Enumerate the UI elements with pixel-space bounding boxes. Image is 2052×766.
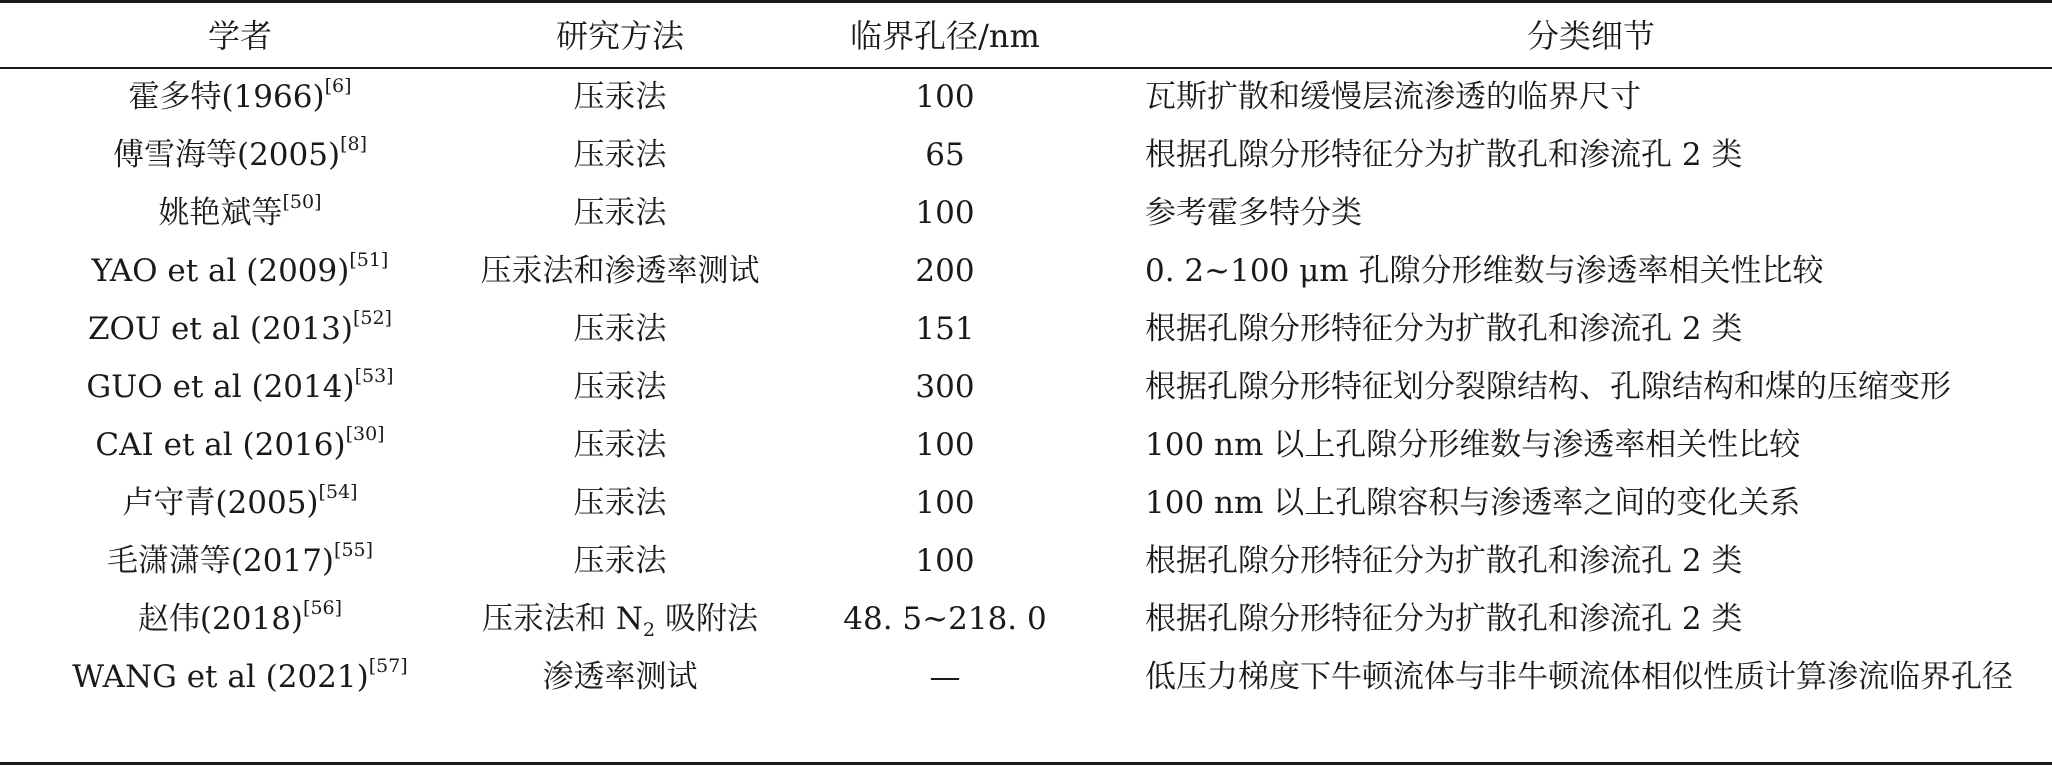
critical-size-cell: 48. 5~218. 0 [843,601,1047,637]
author-cell [0,68,480,126]
detail-cell: 根据孔隙分形特征分为扩散孔和渗流孔 2 类 [1145,601,1743,637]
reference-mark: [56] [303,596,343,619]
table-row [0,242,2052,300]
detail-cell: 100 nm 以上孔隙容积与渗透率之间的变化关系 [1145,485,1801,521]
reference-mark: [57] [368,654,408,677]
author-text: YAO et al (2009) [91,253,350,289]
reference-mark: [52] [352,306,392,329]
author-cell [0,184,480,242]
table-row [0,416,2052,474]
method-cell: 压汞法和渗透率测试 [480,253,760,289]
critical-size-cell: 100 [915,543,975,579]
critical-size-cell: — [929,659,961,695]
critical-size-cell: 100 [915,485,975,521]
table-row [0,68,2052,126]
detail-cell: 100 nm 以上孔隙分形维数与渗透率相关性比较 [1145,427,1801,463]
reference-mark: [54] [318,480,358,503]
method-cell: 压汞法 [573,369,667,405]
detail-cell: 根据孔隙分形特征划分裂隙结构、孔隙结构和煤的压缩变形 [1145,369,1951,405]
critical-size-cell: 151 [915,311,975,347]
reference-mark: [8] [340,132,367,155]
reference-mark: [6] [324,74,352,97]
reference-mark: [50] [282,190,322,213]
author-cell [0,590,480,648]
author-text: GUO et al (2014) [86,369,355,405]
author-text: CAI et al (2016) [95,427,346,463]
author-text: 卢守青(2005) [122,485,319,521]
critical-size-cell: 100 [915,79,975,115]
reference-mark: [55] [334,538,374,561]
table-row [0,300,2052,358]
author-cell [0,532,480,590]
detail-cell: 根据孔隙分形特征分为扩散孔和渗流孔 2 类 [1145,311,1743,347]
method-cell: 压汞法 [573,543,667,579]
author-cell [0,242,480,300]
header-critical-size: 临界孔径/nm [850,17,1040,55]
method-cell: 压汞法 [573,79,667,115]
author-cell [0,300,480,358]
detail-cell: 根据孔隙分形特征分为扩散孔和渗流孔 2 类 [1145,137,1743,173]
reference-mark: [30] [345,422,385,445]
method-cell: 压汞法 [573,137,667,173]
author-text: 姚艳斌等 [158,195,283,231]
header-author: 学者 [207,17,272,55]
table-row [0,126,2052,184]
table-row [0,184,2052,242]
author-text: 赵伟(2018) [137,601,304,637]
author-text: 傅雪海等(2005) [112,137,341,173]
author-cell [0,126,480,184]
header-row [0,3,2052,61]
detail-cell: 瓦斯扩散和缓慢层流渗透的临界尺寸 [1145,79,1641,115]
detail-cell: 参考霍多特分类 [1145,195,1362,231]
table-row [0,358,2052,416]
author-text: 毛潇潇等(2017) [106,543,335,579]
author-text: WANG et al (2021) [72,659,369,695]
header-detail: 分类细节 [1526,17,1655,55]
method-text: 压汞法和 N [482,601,644,637]
method-cell: 渗透率测试 [542,659,698,695]
method-cell: 压汞法 [573,485,667,521]
detail-cell: 低压力梯度下牛顿流体与非牛顿流体相似性质计算渗流临界孔径 [1145,659,2013,695]
table-row [0,532,2052,590]
author-cell [0,648,480,706]
detail-cell: 0. 2~100 μm 孔隙分形维数与渗透率相关性比较 [1145,253,1824,289]
subscript-mark: 2 [643,619,656,642]
author-text: ZOU et al (2013) [88,311,353,347]
detail-cell: 根据孔隙分形特征分为扩散孔和渗流孔 2 类 [1145,543,1743,579]
table-row [0,474,2052,532]
critical-size-cell: 65 [925,137,965,173]
method-cell: 压汞法 [573,195,667,231]
method-cell [480,590,760,648]
reference-mark: [51] [349,248,389,271]
author-text: 霍多特(1966) [128,79,325,115]
method-text-suffix: 吸附法 [655,601,758,637]
author-cell [0,358,480,416]
reference-mark: [53] [354,364,394,387]
table-row [0,590,2052,648]
critical-size-cell: 200 [915,253,975,289]
table-row [0,648,2052,764]
critical-size-cell: 300 [915,369,975,405]
author-cell [0,416,480,474]
critical-size-cell: 100 [915,195,975,231]
method-cell: 压汞法 [573,311,667,347]
method-cell: 压汞法 [573,427,667,463]
critical-size-cell: 100 [915,427,975,463]
header-method: 研究方法 [555,17,684,55]
author-cell [0,474,480,532]
